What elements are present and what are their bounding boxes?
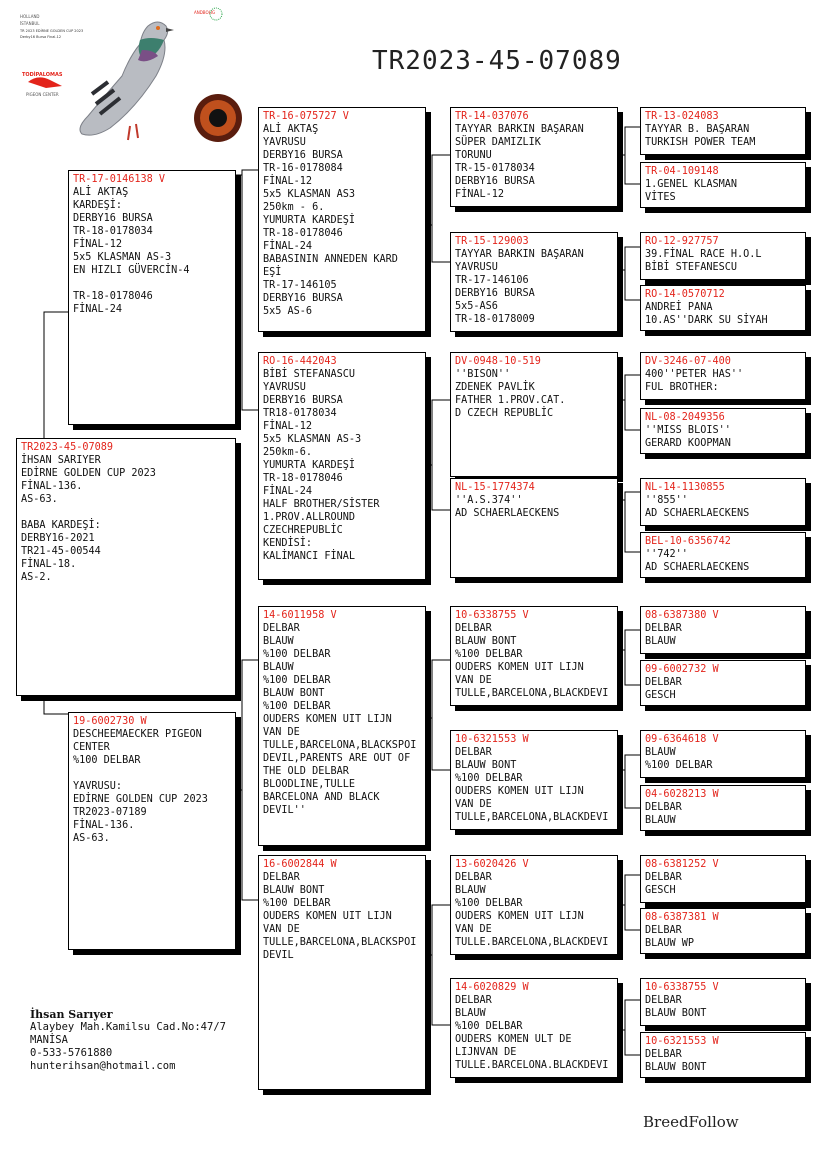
pedigree-box-sds [450, 352, 618, 477]
pedigree-line: TULLE,BARCELONA,BLACKDEVI [455, 688, 609, 699]
pedigree-line: BLAUW BONT [455, 760, 517, 771]
owner-email[interactable]: hunterihsan@hotmail.com [30, 1060, 176, 1072]
pedigree-line: ALİ AKTAŞ [73, 187, 129, 198]
pedigree-line: OUDERS KOMEN UIT LIJN [263, 911, 392, 922]
pedigree-line: DERBY16 BURSA [455, 288, 535, 299]
ring-number: TR-13-024083 [645, 111, 719, 122]
ring-number: NL-14-1130855 [645, 482, 725, 493]
pedigree-line: TR-17-146106 [455, 275, 529, 286]
ring-number: BEL-10-6356742 [645, 536, 731, 547]
owner-address: Alaybey Mah.Kamilsu Cad.No:47/7 [30, 1021, 226, 1033]
logo-small-text-4: Derby16 Bursa Final-12 [20, 35, 62, 39]
pedigree-line [73, 767, 231, 780]
pedigree-line: LIJNVAN DE [455, 1047, 517, 1058]
pedigree-line: BLAUW BONT [263, 885, 325, 896]
pedigree-line: VAN DE [263, 924, 300, 935]
pedigree-line: GERARD KOOPMAN [645, 438, 731, 449]
pedigree-line: EDİRNE GOLDEN CUP 2023 [21, 468, 156, 479]
pedigree-line: EN HIZLI GÜVERCİN-4 [73, 265, 190, 276]
pedigree-box-dss [450, 606, 618, 706]
pedigree-box-g9 [640, 606, 806, 654]
pedigree-line: AS-63. [73, 833, 110, 844]
pedigree-line: %100 DELBAR [263, 675, 331, 686]
pedigree-line: 250km-6. [263, 447, 313, 458]
pedigree-line: %100 DELBAR [455, 898, 523, 909]
pedigree-line: DELBAR [455, 995, 492, 1006]
pedigree-box-dsd [450, 730, 618, 830]
pedigree-line: DELBAR [645, 995, 682, 1006]
pedigree-box-sd [258, 352, 426, 580]
pedigree-line: TORUNU [455, 150, 492, 161]
pedigree-box-ds [258, 606, 426, 846]
pedigree-line: OUDERS KOMEN UIT LIJN [455, 911, 584, 922]
pedigree-line: FİNAL-136. [21, 481, 83, 492]
pedigree-line: DELBAR [645, 802, 682, 813]
pedigree-line: AS-63. [21, 494, 58, 505]
pedigree-line: DERBY16 BURSA [263, 395, 343, 406]
ring-number: TR-15-129003 [455, 236, 529, 247]
pedigree-line: DERBY16 BURSA [73, 213, 153, 224]
pedigree-line: TULLE,BARCELONA,BLACKDEVI [455, 812, 609, 823]
ring-number: RO-14-0570712 [645, 289, 725, 300]
pedigree-line: FUL BROTHER: [645, 382, 719, 393]
pedigree-line: TR21-45-00544 [21, 546, 101, 557]
pedigree-line: TR-18-0178046 [263, 228, 343, 239]
pedigree-line: 5x5 AS-6 [263, 306, 313, 317]
ring-number: TR-04-109148 [645, 166, 719, 177]
pedigree-line: KALİMANCI FİNAL [263, 551, 356, 562]
pedigree-line: %100 DELBAR [263, 898, 331, 909]
pedigree-line: AS-2. [21, 572, 52, 583]
pedigree-box-dd [258, 855, 426, 1090]
pedigree-line: TR-16-0178084 [263, 163, 343, 174]
pedigree-line: BİBİ STEFANASCU [263, 369, 356, 380]
pedigree-line: BİBİ STEFANESCU [645, 262, 738, 273]
pedigree-box-g1 [640, 107, 806, 155]
pedigree-line: CZECHREPUBLİC [263, 525, 343, 536]
pedigree-box-g7 [640, 478, 806, 526]
pedigree-line: FİNAL-12 [263, 421, 313, 432]
pedigree-line: YAVRUSU [263, 382, 306, 393]
pedigree-box-g15 [640, 978, 806, 1026]
pedigree-line: FATHER 1.PROV.CAT. [455, 395, 566, 406]
pedigree-line: BLAUW [455, 1008, 486, 1019]
pedigree-line: İHSAN SARIYER [21, 455, 101, 466]
pedigree-line: BLAUW BONT [455, 636, 517, 647]
pedigree-line: OUDERS KOMEN ULT DE [455, 1034, 572, 1045]
pedigree-line: OUDERS KOMEN UIT LIJN [455, 786, 584, 797]
pedigree-line: DERBY16 BURSA [455, 176, 535, 187]
pedigree-line: TAYYAR BARKIN BAŞARAN [455, 249, 584, 260]
pedigree-line: ANDREİ PANA [645, 302, 713, 313]
pedigree-line: 5x5-AS6 [455, 301, 498, 312]
pedigree-line: BLOODLINE,TULLE [263, 779, 356, 790]
pedigree-box-ddd [450, 978, 618, 1078]
pedigree-line: GESCH [645, 885, 676, 896]
pedigree-box-sire [68, 170, 236, 425]
ring-number: TR-14-037076 [455, 111, 529, 122]
pedigree-line: SÜPER DAMIZLIK [455, 137, 541, 148]
pedigree-line: BLAUW [263, 636, 294, 647]
pedigree-line: CENTER [73, 742, 110, 753]
pedigree-line: FİNAL-24 [263, 241, 313, 252]
ring-number: TR-16-075727 V [263, 111, 349, 122]
pedigree-line: TR2023-07189 [73, 807, 147, 818]
pedigree-line: 250km - 6. [263, 202, 325, 213]
pedigree-line: DERBY16-2021 [21, 533, 95, 544]
pedigree-line: BLAUW [645, 747, 676, 758]
ring-number: 14-6011958 V [263, 610, 337, 621]
logo-top-text: ANDBOLİG [194, 10, 216, 15]
pedigree-line: DELBAR [455, 623, 492, 634]
pedigree-line: TR-17-146105 [263, 280, 337, 291]
pedigree-line: DELBAR [645, 677, 682, 688]
pedigree-box-g11 [640, 730, 806, 778]
pedigree-line: YUMURTA KARDEŞİ [263, 460, 356, 471]
pedigree-box-sss [450, 107, 618, 207]
ring-number: DV-3246-07-400 [645, 356, 731, 367]
pedigree-line: DELBAR [645, 623, 682, 634]
pedigree-box-g2 [640, 162, 806, 208]
pedigree-line: ''742'' [645, 549, 688, 560]
pedigree-line: YAVRUSU [455, 262, 498, 273]
logo-small-text-3: TR 2023 EDİRNE GOLDEN CUP 2023 [20, 29, 84, 33]
pedigree-line: OUDERS KOMEN UIT LIJN [263, 714, 392, 725]
pedigree-line: VAN DE [455, 924, 492, 935]
pedigree-box-dam [68, 712, 236, 950]
pedigree-line: FİNAL-12 [73, 239, 123, 250]
owner-contact [30, 1008, 226, 1073]
pedigree-box-g6 [640, 408, 806, 454]
ring-number: TR2023-45-07089 [21, 442, 114, 453]
pedigree-line: 5x5 KLASMAN AS-3 [73, 252, 172, 263]
pedigree-line: 1.GENEL KLASMAN [645, 179, 738, 190]
owner-phone: 0-533-5761880 [30, 1047, 113, 1059]
pedigree-line: 5x5 KLASMAN AS3 [263, 189, 356, 200]
pedigree-line [21, 506, 231, 519]
pedigree-line: DELBAR [645, 872, 682, 883]
pedigree-line: TR-18-0178034 [73, 226, 153, 237]
pedigree-line: DELBAR [455, 747, 492, 758]
pedigree-line: YAVRUSU: [73, 781, 123, 792]
pedigree-line: VİTES [645, 192, 676, 203]
pedigree-line: FİNAL-24 [73, 304, 123, 315]
ring-number: 09-6002732 W [645, 664, 719, 675]
pedigree-line: DELBAR [455, 872, 492, 883]
ring-number: TR-17-0146138 V [73, 174, 166, 185]
pedigree-line: BARCELONA AND BLACK [263, 792, 380, 803]
pedigree-line: 39.FİNAL RACE H.O.L [645, 249, 762, 260]
pedigree-line: TAYYAR BARKIN BAŞARAN [455, 124, 584, 135]
pedigree-line: GESCH [645, 690, 676, 701]
pedigree-line: %100 DELBAR [455, 773, 523, 784]
pedigree-line [73, 277, 231, 290]
pedigree-line: AD SCHAERLAECKENS [645, 508, 750, 519]
pedigree-line: AD SCHAERLAECKENS [645, 562, 750, 573]
pedigree-line: FİNAL-136. [73, 820, 135, 831]
pedigree-line: KARDEŞİ: [73, 200, 123, 211]
pedigree-line: 1.PROV.ALLROUND [263, 512, 356, 523]
logo-brand-text: TODİPALOMAS [22, 72, 63, 78]
pedigree-line: BLAUW BONT [645, 1062, 707, 1073]
pedigree-box-g8 [640, 532, 806, 578]
ring-number: DV-0948-10-519 [455, 356, 541, 367]
pedigree-line: TR-18-0178046 [73, 291, 153, 302]
pedigree-title: TR2023-45-07089 [372, 46, 622, 76]
pedigree-line: TR-18-0178009 [455, 314, 535, 325]
pedigree-line: ''MISS BLOIS'' [645, 425, 731, 436]
pedigree-line: HALF BROTHER/SİSTER [263, 499, 380, 510]
pedigree-line: ''BISON'' [455, 369, 511, 380]
logo-small-text-1: HOLLAND [20, 14, 40, 19]
pedigree-line: D CZECH REPUBLİC [455, 408, 554, 419]
pedigree-line: ZDENEK PAVLİK [455, 382, 535, 393]
ring-number: 10-6321553 W [455, 734, 529, 745]
pedigree-line: TULLE.BARCELONA.BLACKDEVI [455, 1060, 609, 1071]
pedigree-line: %100 DELBAR [263, 649, 331, 660]
pedigree-line: AD SCHAERLAECKENS [455, 508, 560, 519]
ring-number: NL-08-2049356 [645, 412, 725, 423]
pedigree-line: OUDERS KOMEN UIT LIJN [455, 662, 584, 673]
pedigree-box-g5 [640, 352, 806, 400]
pedigree-line: DELBAR [645, 1049, 682, 1060]
pedigree-line: ''A.S.374'' [455, 495, 523, 506]
pedigree-line: TULLE.BARCELONA,BLACKDEVI [455, 937, 609, 948]
pedigree-line: %100 DELBAR [73, 755, 141, 766]
pedigree-line: 5x5 KLASMAN AS-3 [263, 434, 362, 445]
pedigree-line: TULLE,BARCELONA,BLACKSPOI [263, 937, 417, 948]
pedigree-line: VAN DE [263, 727, 300, 738]
logo-brand-sub: PIGEON CENTER [26, 92, 59, 97]
pedigree-line: DELBAR [645, 925, 682, 936]
pedigree-box-g12 [640, 785, 806, 831]
pedigree-box-dds [450, 855, 618, 955]
owner-city: MANİSA [30, 1034, 68, 1046]
pedigree-line: EŞİ [263, 267, 282, 278]
pedigree-line: DELBAR [263, 623, 300, 634]
owner-name: İhsan Sarıyer [30, 1008, 113, 1021]
pedigree-line: %100 DELBAR [455, 649, 523, 660]
pedigree-line: VAN DE [455, 675, 492, 686]
ring-number: 04-6028213 W [645, 789, 719, 800]
pedigree-line: DEVIL'' [263, 805, 306, 816]
pedigree-line: BLAUW WP [645, 938, 695, 949]
pedigree-line: BABA KARDEŞİ: [21, 520, 101, 531]
pedigree-line: %100 DELBAR [645, 760, 713, 771]
pedigree-line: TURKISH POWER TEAM [645, 137, 756, 148]
ring-number: 10-6338755 V [645, 982, 719, 993]
pedigree-line: BABASININ ANNEDEN KARD [263, 254, 398, 265]
pedigree-line: FİNAL-24 [263, 486, 313, 497]
logo-small-text-2: İSTANBUL [20, 21, 40, 26]
pedigree-line: BLAUW [645, 815, 676, 826]
pedigree-line: FİNAL-18. [21, 559, 77, 570]
pedigree-line: BLAUW [263, 662, 294, 673]
ring-number: 13-6020426 V [455, 859, 529, 870]
pedigree-line: VAN DE [455, 799, 492, 810]
pedigree-line: ALİ AKTAŞ [263, 124, 319, 135]
pedigree-line: %100 DELBAR [455, 1021, 523, 1032]
pedigree-line: 10.AS''DARK SU SİYAH [645, 315, 768, 326]
pedigree-line: %100 DELBAR [263, 701, 331, 712]
pedigree-line: TR-18-0178046 [263, 473, 343, 484]
pedigree-box-main [16, 438, 236, 696]
pedigree-line: YUMURTA KARDEŞİ [263, 215, 356, 226]
pedigree-box-sdd [450, 478, 618, 578]
pedigree-line: KENDİSİ: [263, 538, 313, 549]
pedigree-line: BLAUW BONT [263, 688, 325, 699]
pedigree-line: 400''PETER HAS'' [645, 369, 744, 380]
ring-number: 08-6387380 V [645, 610, 719, 621]
pedigree-box-g13 [640, 855, 806, 903]
ring-number: 19-6002730 W [73, 716, 147, 727]
pedigree-box-ss [258, 107, 426, 332]
pedigree-line: DEVIL [263, 950, 294, 961]
ring-number: RO-16-442043 [263, 356, 337, 367]
ring-number: 08-6381252 V [645, 859, 719, 870]
pedigree-line: FİNAL-12 [263, 176, 313, 187]
ring-number: RO-12-927757 [645, 236, 719, 247]
pedigree-box-ssd [450, 232, 618, 332]
pedigree-line: FİNAL-12 [455, 189, 505, 200]
ring-number: 14-6020829 W [455, 982, 529, 993]
pedigree-line: TR-15-0178034 [455, 163, 535, 174]
pedigree-line: TR18-0178034 [263, 408, 337, 419]
brand-footer: BreedFollow [643, 1113, 739, 1131]
pedigree-line: EDİRNE GOLDEN CUP 2023 [73, 794, 208, 805]
ring-number: 10-6338755 V [455, 610, 529, 621]
pedigree-line: YAVRUSU [263, 137, 306, 148]
pedigree-line: TULLE,BARCELONA,BLACKSPOI [263, 740, 417, 751]
ring-number: 10-6321553 W [645, 1036, 719, 1047]
pedigree-line: BLAUW BONT [645, 1008, 707, 1019]
pedigree-box-g14 [640, 908, 806, 954]
ring-number: 09-6364618 V [645, 734, 719, 745]
pedigree-box-g16 [640, 1032, 806, 1078]
pedigree-box-g10 [640, 660, 806, 706]
pedigree-line: BLAUW [455, 885, 486, 896]
pedigree-line: DEVIL,PARENTS ARE OUT OF [263, 753, 411, 764]
pedigree-line: DELBAR [263, 872, 300, 883]
pedigree-line: DERBY16 BURSA [263, 150, 343, 161]
pedigree-line: DERBY16 BURSA [263, 293, 343, 304]
pedigree-line: TAYYAR B. BAŞARAN [645, 124, 750, 135]
pedigree-box-g4 [640, 285, 806, 331]
pedigree-line: DESCHEEMAECKER PIGEON [73, 729, 202, 740]
pedigree-line: BLAUW [645, 636, 676, 647]
ring-number: 16-6002844 W [263, 859, 337, 870]
pedigree-box-g3 [640, 232, 806, 280]
ring-number: NL-15-1774374 [455, 482, 535, 493]
ring-number: 08-6387381 W [645, 912, 719, 923]
pedigree-line: THE OLD DELBAR [263, 766, 349, 777]
pedigree-line: ''855'' [645, 495, 688, 506]
